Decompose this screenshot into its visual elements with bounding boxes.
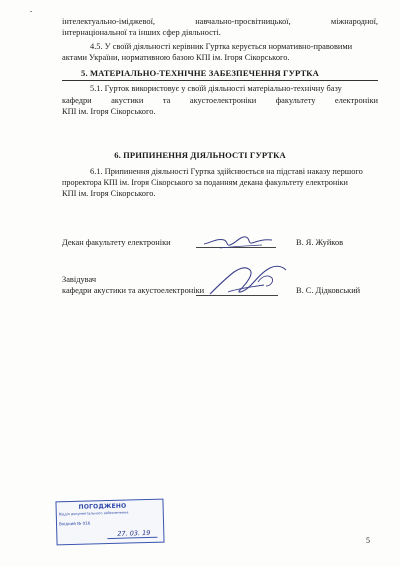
paragraph-6-1-line2: проректора КПІ ім. Ігоря Сікорського за поданням декана факультету електроніки: [62, 178, 348, 187]
head-title-line1: Завідувач: [62, 275, 97, 284]
word: акустики: [111, 96, 144, 105]
registration-stamp: [55, 499, 164, 546]
paragraph-4-5-line1: 4.5. У своїй діяльності керівник Гуртка керується нормативно-правовими: [90, 42, 353, 51]
paragraph-6-1-line3: КПІ ім. Ігоря Сікорського.: [62, 189, 156, 198]
word: кафедри: [62, 96, 92, 105]
page-number: 5: [366, 536, 370, 545]
section6-heading: 6. ПРИПИНЕННЯ ДІЯЛЬНОСТІ ГУРТКА: [114, 150, 286, 160]
word: електроніки: [334, 96, 378, 105]
section4-line1: [62, 17, 378, 28]
paragraph-5-1-line1: 5.1. Гурток використовує у своїй діяльності матеріально-технічну базу: [90, 84, 342, 93]
stamp-date: 27. 03. 19: [117, 528, 151, 538]
dean-signature: [200, 228, 278, 254]
dean-title: Декан факультету електроніки: [62, 238, 171, 247]
stamp-title: ПОГОДЖЕНО: [78, 502, 127, 511]
header-mark: -: [30, 7, 33, 15]
paragraph-5-1-line2: [62, 96, 378, 107]
word: та: [162, 96, 171, 105]
word: інтелектуально-іміджевої,: [62, 17, 156, 26]
paragraph-4-5-line2: актами України, нормативною базою КПІ ім. Ігоря Сікорського.: [62, 53, 290, 62]
head-signature: [200, 256, 296, 304]
paragraph-6-1-line1: 6.1. Припинення діяльності Гуртка здійснюється на підставі наказу першого: [90, 167, 363, 176]
section5-heading: 5. МАТЕРІАЛЬНО-ТЕХНІЧНЕ ЗАБЕЗПЕЧЕННЯ ГУРТКА: [81, 68, 319, 78]
heading-underline: [62, 80, 378, 81]
head-name: В. С. Дідковський: [296, 286, 361, 295]
stamp-date-line: [107, 537, 157, 539]
paragraph-5-1-line3: КПІ ім. Ігоря Сікорського.: [62, 107, 156, 116]
section4-line2: інтернаціональної та інших сфер діяльності.: [62, 28, 221, 37]
word: акустоелектроніки: [189, 96, 257, 105]
head-title-line2: кафедри акустики та акустоелектроніки: [62, 286, 205, 295]
word: навчально-просвітницької,: [195, 17, 291, 26]
dean-name: В. Я. Жуйков: [296, 238, 344, 247]
stamp-line2: Вхідний № 016: [58, 520, 91, 527]
stamp-line1: Відділ документального забезпечення: [58, 510, 129, 517]
word: міжнародної,: [330, 17, 378, 26]
word: факультету: [275, 96, 316, 105]
